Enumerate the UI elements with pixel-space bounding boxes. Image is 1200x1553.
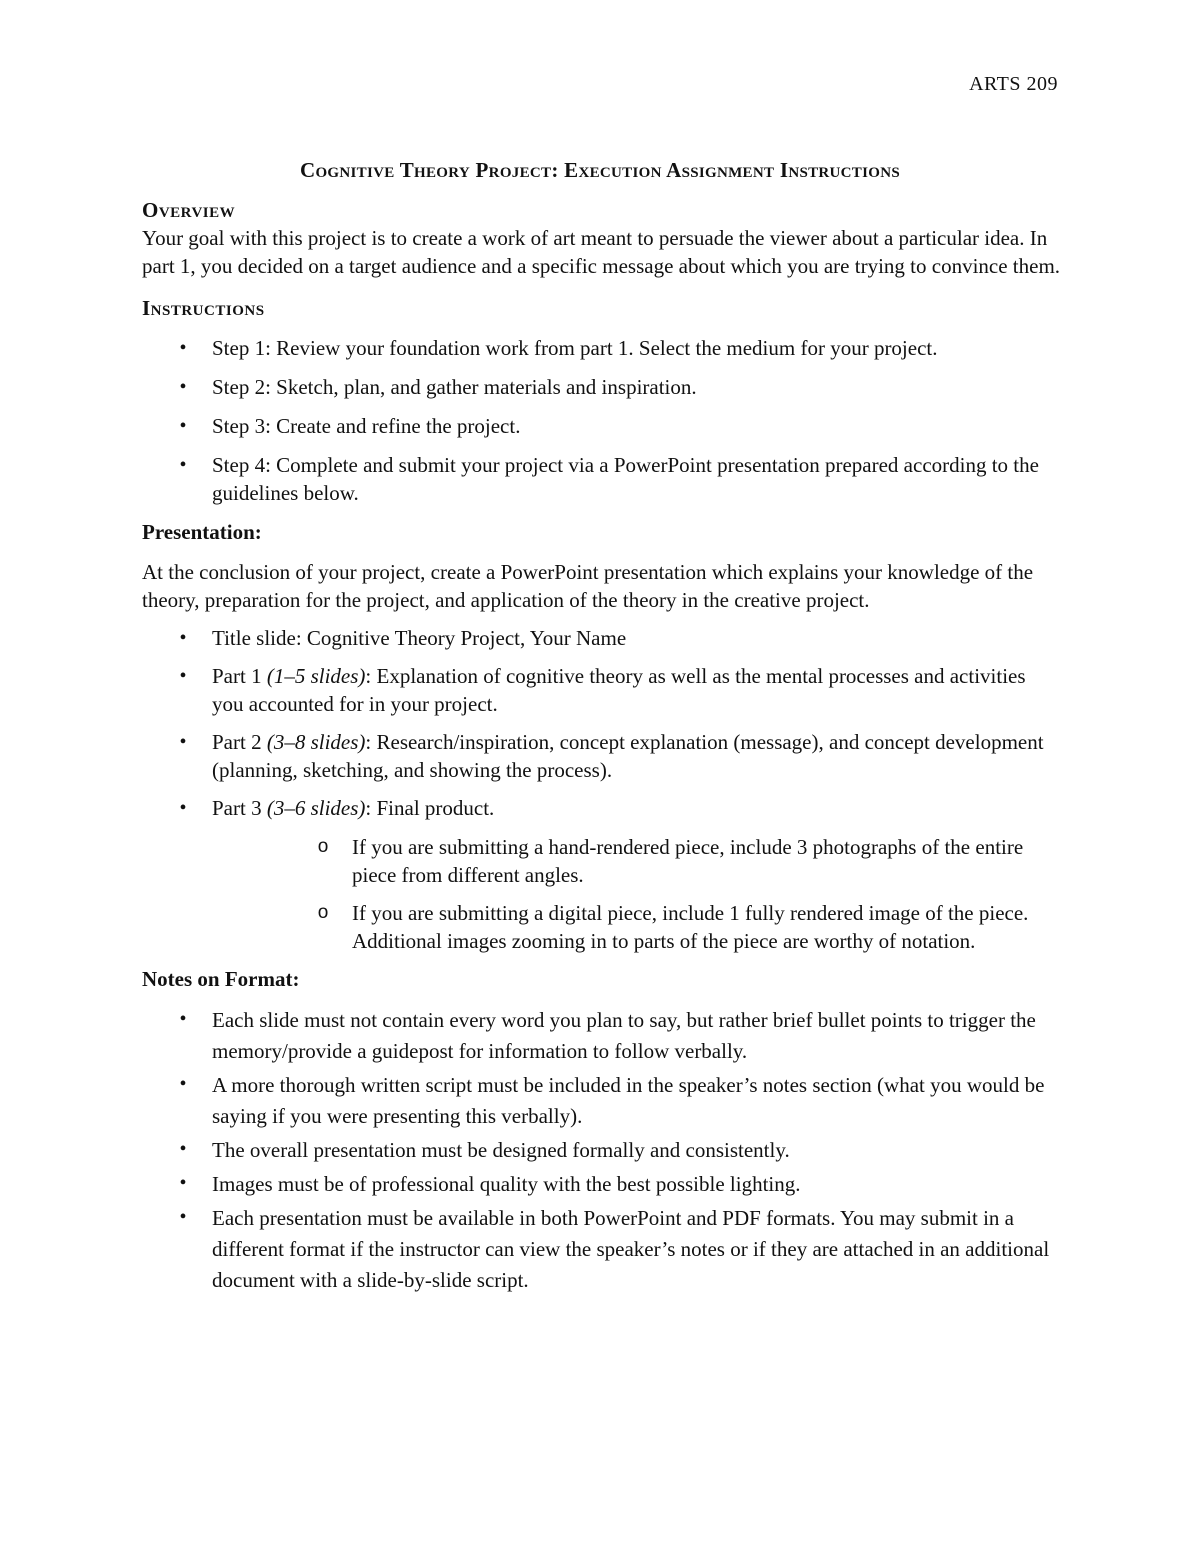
item-slide-count: (3–8 slides)	[266, 730, 366, 754]
list-item	[142, 662, 1062, 718]
bullet-icon: •	[179, 337, 187, 359]
note-text: A more thorough written script must be included in the speaker’s notes section (what you would be saying if you were presenting this verbally).	[212, 1073, 1045, 1128]
presentation-paragraph: At the conclusion of your project, create a PowerPoint presentation which explains your knowledge of the theory, preparation for the project, and application of the theory in the creative project.	[142, 560, 1034, 612]
bullet-icon: •	[179, 797, 187, 819]
step-text: Step 4: Complete and submit your project via a PowerPoint presentation prepared according to the guidelines below.	[212, 453, 1039, 505]
list-item	[142, 794, 1062, 955]
sub-list-item	[212, 899, 1062, 955]
list-item	[142, 1070, 1062, 1132]
bullet-icon: •	[179, 415, 187, 437]
list-item	[142, 1203, 1062, 1296]
bullet-icon: •	[179, 731, 187, 753]
step-text: Step 2: Sketch, plan, and gather materials and inspiration.	[212, 375, 697, 399]
final-product-sublist	[212, 833, 1062, 955]
bullet-icon: •	[179, 1008, 187, 1030]
presentation-heading: Presentation:	[142, 520, 262, 544]
bullet-icon: •	[179, 1172, 187, 1194]
note-text: Each slide must not contain every word you plan to say, but rather brief bullet points to trigger the memory/provide a guidepost for information to follow verbally.	[212, 1008, 1036, 1063]
sub-item-text: If you are submitting a digital piece, include 1 fully rendered image of the piece. Additional images zooming in to parts of the piece are worthy of notation.	[352, 901, 1029, 953]
list-item	[142, 412, 1062, 440]
note-text: Images must be of professional quality with the best possible lighting.	[212, 1172, 801, 1196]
list-item	[142, 1005, 1062, 1067]
course-code: ARTS 209	[969, 73, 1058, 95]
notes-on-format-list	[142, 1005, 1062, 1296]
list-item	[142, 728, 1062, 784]
item-slide-count: (3–6 slides)	[266, 796, 366, 820]
instructions-list	[142, 334, 1062, 507]
step-text: Step 3: Create and refine the project.	[212, 414, 521, 438]
instructions-heading: Instructions	[142, 296, 265, 320]
list-item	[142, 451, 1062, 507]
sub-list-item	[212, 833, 1062, 889]
item-slide-count: (1–5 slides)	[266, 664, 366, 688]
bullet-icon: •	[179, 1073, 187, 1095]
item-suffix: : Final product.	[365, 796, 495, 820]
bullet-icon: •	[179, 1206, 187, 1228]
list-item	[142, 1135, 1062, 1166]
item-text: Title slide: Cognitive Theory Project, Your Name	[212, 626, 627, 650]
note-text: Each presentation must be available in both PowerPoint and PDF formats. You may submit in a different format if the instructor can view the speaker’s notes or if they are attached in an additional document with a slide-by-slide script.	[212, 1206, 1050, 1292]
document-title: Cognitive Theory Project: Execution Assignment Instructions	[300, 158, 900, 182]
step-text: Step 1: Review your foundation work from part 1. Select the medium for your project.	[212, 336, 938, 360]
note-text: The overall presentation must be designed formally and consistently.	[212, 1138, 790, 1162]
item-prefix: Part 1	[212, 664, 267, 688]
item-prefix: Part 2	[212, 730, 267, 754]
list-item	[142, 1169, 1062, 1200]
bullet-icon: •	[179, 1138, 187, 1160]
document-body	[142, 196, 1062, 1299]
sub-item-text: If you are submitting a hand-rendered piece, include 3 photographs of the entire piece from different angles.	[352, 835, 1024, 887]
circle-bullet-icon: o	[317, 902, 329, 923]
list-item	[142, 624, 1062, 652]
item-prefix: Part 3	[212, 796, 267, 820]
item-suffix: : Explanation of cognitive theory as well as the mental processes and activities you accounted for in your project.	[212, 664, 1026, 716]
bullet-icon: •	[179, 454, 187, 476]
presentation-list	[142, 624, 1062, 955]
bullet-icon: •	[179, 376, 187, 398]
notes-on-format-heading: Notes on Format:	[142, 967, 300, 991]
list-item	[142, 373, 1062, 401]
bullet-icon: •	[179, 627, 187, 649]
list-item	[142, 334, 1062, 362]
overview-heading: Overview	[142, 198, 236, 222]
circle-bullet-icon: o	[317, 836, 329, 857]
item-suffix: : Research/inspiration, concept explanation (message), and concept development (planning, sketching, and showing the process).	[212, 730, 1044, 782]
overview-paragraph: Your goal with this project is to create a work of art meant to persuade the viewer about a particular idea. In part 1, you decided on a target audience and a specific message about which you are trying to convince them.	[142, 226, 1061, 278]
bullet-icon: •	[179, 665, 187, 687]
